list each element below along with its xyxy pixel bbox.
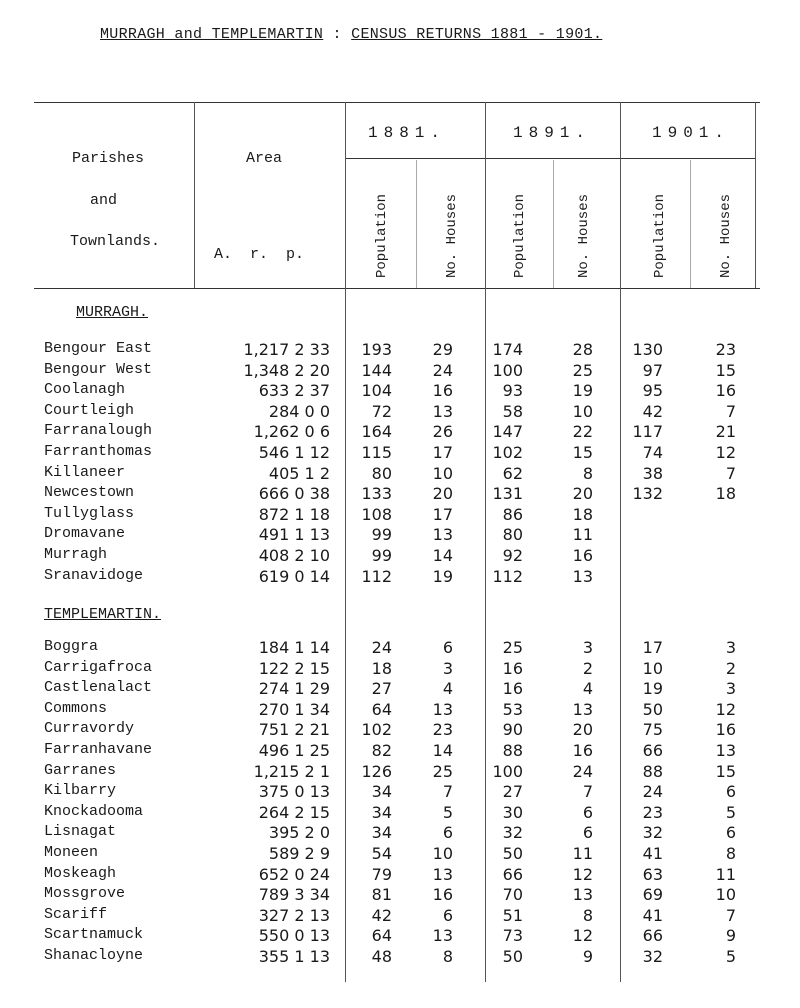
population-1881: 82 xyxy=(371,741,392,760)
area-value: 375 0 13 xyxy=(258,782,330,802)
houses-1881: 16 xyxy=(432,885,453,905)
population-1881: 133 xyxy=(361,484,392,504)
houses-1891: 25 xyxy=(572,360,593,380)
houses-1881: 23 xyxy=(432,720,453,740)
houses-1881: 10 xyxy=(432,844,453,863)
population-1881: 193 xyxy=(361,340,392,359)
houses-1901: 12 xyxy=(715,443,736,462)
area-value: 491 1 13 xyxy=(258,525,330,545)
title-separator: : xyxy=(323,26,352,43)
population-1881: 99 xyxy=(371,546,392,565)
population-1891: 51 xyxy=(502,905,523,925)
population-1881: 34 xyxy=(371,782,392,802)
houses-1901: 10 xyxy=(715,885,736,905)
population-1901: 75 xyxy=(642,720,663,740)
population-1901: 17 xyxy=(642,638,663,657)
houses-1881: 19 xyxy=(432,566,453,586)
houses-1901: 9 xyxy=(725,926,736,946)
population-1891: 93 xyxy=(502,381,523,401)
table-row xyxy=(0,679,800,699)
townland-name: Moneen xyxy=(44,844,99,861)
table-row xyxy=(0,926,800,946)
area-value: 751 2 21 xyxy=(258,720,330,740)
area-value: 666 0 38 xyxy=(258,484,330,504)
houses-1881: 13 xyxy=(432,401,453,421)
table-top-rule xyxy=(34,102,760,103)
townland-name: Mossgrove xyxy=(44,885,126,903)
table-row xyxy=(0,422,800,442)
population-1881: 34 xyxy=(371,802,392,822)
population-1891: 131 xyxy=(492,484,523,504)
area-value: 546 1 12 xyxy=(258,443,330,462)
townland-name: Knockadooma xyxy=(44,802,144,820)
area-value: 1,217 2 33 xyxy=(243,340,330,359)
population-1901: 23 xyxy=(642,802,663,822)
population-1891: 66 xyxy=(502,864,523,884)
townland-name: Castlenalact xyxy=(44,679,153,697)
townland-name: Boggra xyxy=(44,638,99,655)
population-1901: 66 xyxy=(642,926,663,946)
houses-1881: 14 xyxy=(432,546,453,565)
houses-1891: 2 xyxy=(582,658,593,678)
townland-name: Garranes xyxy=(44,761,117,779)
population-1881: 81 xyxy=(371,885,392,905)
population-1891: 102 xyxy=(492,443,523,462)
population-1901: 50 xyxy=(642,699,663,719)
population-1891: 62 xyxy=(502,463,523,483)
houses-1881: 29 xyxy=(432,340,453,359)
population-1901: 66 xyxy=(642,741,663,760)
table-row xyxy=(0,361,800,381)
houses-1881: 4 xyxy=(442,679,453,699)
houses-1891: 28 xyxy=(572,340,593,359)
houses-1891: 16 xyxy=(572,546,593,565)
population-1891: 16 xyxy=(502,658,523,678)
table-row xyxy=(0,823,800,843)
header-bottom-rule xyxy=(34,288,760,289)
population-1881: 112 xyxy=(361,566,392,586)
houses-1891: 22 xyxy=(572,422,593,442)
population-1881: 79 xyxy=(371,864,392,884)
houses-1901: 3 xyxy=(725,679,736,699)
population-1891: 92 xyxy=(502,546,523,565)
houses-1891: 11 xyxy=(572,525,593,545)
table-row xyxy=(0,659,800,679)
houses-1881: 6 xyxy=(442,823,453,843)
townland-name: Newcestown xyxy=(44,484,135,502)
area-value: 122 2 15 xyxy=(258,658,330,678)
houses-1901: 7 xyxy=(725,463,736,483)
area-value: 550 0 13 xyxy=(258,926,330,946)
townland-name: Coolanagh xyxy=(44,381,126,399)
houses-1901: 13 xyxy=(715,741,736,760)
townland-name: Bengour East xyxy=(44,340,153,357)
population-1891: 112 xyxy=(492,566,523,586)
houses-1891: 4 xyxy=(582,679,593,699)
table-row xyxy=(0,947,800,967)
population-1891: 86 xyxy=(502,504,523,524)
population-1901: 24 xyxy=(642,782,663,802)
houses-1881: 24 xyxy=(432,360,453,380)
table-row xyxy=(0,402,800,422)
houses-1891: 13 xyxy=(572,566,593,586)
table-row xyxy=(0,803,800,823)
table-row xyxy=(0,484,800,504)
area-value: 395 2 0 xyxy=(268,823,330,843)
population-1891: 100 xyxy=(492,761,523,781)
houses-1891: 8 xyxy=(582,463,593,483)
houses-1901: 15 xyxy=(715,360,736,380)
houses-1881: 16 xyxy=(432,381,453,401)
area-value: 1,262 0 6 xyxy=(253,422,330,442)
houses-1901: 18 xyxy=(715,484,736,504)
table-row xyxy=(0,525,800,545)
population-1891: 50 xyxy=(502,844,523,863)
houses-1901: 8 xyxy=(725,844,736,863)
header-1891-houses: No. Houses xyxy=(576,193,592,278)
houses-1881: 17 xyxy=(432,504,453,524)
population-1901: 88 xyxy=(642,761,663,781)
townland-name: Farranhavane xyxy=(44,741,153,758)
houses-1891: 15 xyxy=(572,443,593,462)
population-1901: 42 xyxy=(642,401,663,421)
population-1891: 80 xyxy=(502,525,523,545)
population-1891: 90 xyxy=(502,720,523,740)
table-row xyxy=(0,700,800,720)
area-value: 619 0 14 xyxy=(258,566,330,586)
table-row xyxy=(0,340,800,360)
header-year-1881: 1881. xyxy=(368,124,447,142)
houses-1901: 12 xyxy=(715,699,736,719)
table-row xyxy=(0,546,800,566)
houses-1901: 7 xyxy=(725,401,736,421)
houses-1901: 5 xyxy=(725,947,736,966)
header-area-units: A. r. p. xyxy=(214,246,305,263)
population-1901: 74 xyxy=(642,443,663,462)
population-1881: 24 xyxy=(371,638,392,657)
population-1901: 32 xyxy=(642,823,663,843)
houses-1901: 16 xyxy=(715,720,736,740)
townland-name: Murragh xyxy=(44,546,108,563)
townland-name: Moskeagh xyxy=(44,864,117,882)
houses-1901: 6 xyxy=(725,782,736,802)
table-row xyxy=(0,865,800,885)
population-1881: 164 xyxy=(361,422,392,442)
area-value: 633 2 37 xyxy=(258,381,330,401)
area-value: 789 3 34 xyxy=(258,885,330,905)
houses-1881: 3 xyxy=(442,658,453,678)
col-divider-1891-pop xyxy=(553,160,554,288)
table-row xyxy=(0,906,800,926)
population-1881: 72 xyxy=(371,401,392,421)
houses-1891: 11 xyxy=(572,844,593,863)
table-row xyxy=(0,464,800,484)
area-value: 184 1 14 xyxy=(258,638,330,657)
townland-name: Courtleigh xyxy=(44,401,135,419)
houses-1891: 20 xyxy=(572,720,593,740)
table-row xyxy=(0,762,800,782)
houses-1901: 23 xyxy=(715,340,736,359)
area-value: 496 1 25 xyxy=(258,741,330,760)
area-value: 1,215 2 1 xyxy=(253,761,330,781)
population-1891: 50 xyxy=(502,947,523,966)
col-divider-1881-pop xyxy=(416,160,417,288)
houses-1881: 25 xyxy=(432,761,453,781)
col-divider-names xyxy=(194,102,195,288)
houses-1891: 9 xyxy=(582,947,593,966)
townland-name: Tullyglass xyxy=(44,504,135,522)
population-1881: 104 xyxy=(361,381,392,401)
header-year-1891: 1891. xyxy=(513,124,592,142)
title-census: CENSUS RETURNS 1881 - 1901. xyxy=(351,26,603,43)
houses-1891: 6 xyxy=(582,802,593,822)
houses-1901: 15 xyxy=(715,761,736,781)
houses-1901: 5 xyxy=(725,802,736,822)
area-value: 264 2 15 xyxy=(258,802,330,822)
population-1901: 10 xyxy=(642,658,663,678)
population-1901: 69 xyxy=(642,885,663,905)
population-1881: 34 xyxy=(371,823,392,843)
houses-1891: 16 xyxy=(572,741,593,760)
population-1891: 32 xyxy=(502,823,523,843)
section-heading-templemartin: TEMPLEMARTIN. xyxy=(44,606,162,623)
area-value: 652 0 24 xyxy=(258,864,330,884)
table-row xyxy=(0,443,800,463)
townland-name: Kilbarry xyxy=(44,782,117,800)
houses-1881: 20 xyxy=(432,484,453,504)
area-value: 1,348 2 20 xyxy=(243,360,330,380)
page-title xyxy=(100,26,602,43)
population-1901: 32 xyxy=(642,947,663,966)
houses-1881: 13 xyxy=(432,699,453,719)
houses-1901: 6 xyxy=(725,823,736,843)
houses-1881: 7 xyxy=(442,782,453,802)
townland-name: Scartnamuck xyxy=(44,926,144,944)
population-1891: 88 xyxy=(502,741,523,760)
population-1881: 144 xyxy=(361,360,392,380)
population-1901: 63 xyxy=(642,864,663,884)
year-underline xyxy=(345,158,755,159)
population-1891: 30 xyxy=(502,802,523,822)
houses-1891: 12 xyxy=(572,864,593,884)
houses-1901: 21 xyxy=(715,422,736,442)
area-value: 327 2 13 xyxy=(258,905,330,925)
population-1901: 130 xyxy=(632,340,663,359)
houses-1891: 13 xyxy=(572,699,593,719)
col-divider-right xyxy=(755,102,756,288)
header-1891-population: Population xyxy=(512,193,528,278)
townland-name: Farranthomas xyxy=(44,443,153,460)
townland-name: Shanacloyne xyxy=(44,947,144,964)
population-1901: 97 xyxy=(642,360,663,380)
header-1901-population: Population xyxy=(652,193,668,278)
table-row xyxy=(0,505,800,525)
townland-name: Curravordy xyxy=(44,720,135,738)
houses-1891: 10 xyxy=(572,401,593,421)
townland-name: Bengour West xyxy=(44,360,153,378)
population-1881: 27 xyxy=(371,679,392,699)
area-value: 872 1 18 xyxy=(258,504,330,524)
population-1891: 58 xyxy=(502,401,523,421)
houses-1891: 8 xyxy=(582,905,593,925)
col-divider-1901-pop xyxy=(690,160,691,288)
houses-1901: 11 xyxy=(715,864,736,884)
houses-1881: 5 xyxy=(442,802,453,822)
townland-name: Commons xyxy=(44,699,108,717)
houses-1891: 19 xyxy=(572,381,593,401)
houses-1881: 6 xyxy=(442,638,453,657)
population-1891: 174 xyxy=(492,340,523,359)
houses-1881: 14 xyxy=(432,741,453,760)
population-1901: 38 xyxy=(642,463,663,483)
houses-1891: 6 xyxy=(582,823,593,843)
area-value: 274 1 29 xyxy=(258,679,330,699)
population-1891: 70 xyxy=(502,885,523,905)
houses-1891: 7 xyxy=(582,782,593,802)
population-1891: 53 xyxy=(502,699,523,719)
population-1881: 80 xyxy=(371,463,392,483)
population-1901: 41 xyxy=(642,905,663,925)
houses-1881: 26 xyxy=(432,422,453,442)
population-1891: 27 xyxy=(502,782,523,802)
houses-1881: 13 xyxy=(432,525,453,545)
area-value: 284 0 0 xyxy=(268,401,330,421)
table-row xyxy=(0,885,800,905)
townland-name: Carrigafroca xyxy=(44,658,153,676)
houses-1891: 13 xyxy=(572,885,593,905)
section-heading-murragh: MURRAGH. xyxy=(76,304,149,321)
houses-1881: 6 xyxy=(442,905,453,925)
houses-1901: 2 xyxy=(725,658,736,678)
houses-1891: 18 xyxy=(572,504,593,524)
header-1901-houses: No. Houses xyxy=(718,193,734,278)
houses-1891: 12 xyxy=(572,926,593,946)
houses-1881: 8 xyxy=(442,947,453,966)
population-1891: 16 xyxy=(502,679,523,699)
table-row xyxy=(0,782,800,802)
header-1881-population: Population xyxy=(374,193,390,278)
houses-1901: 7 xyxy=(725,905,736,925)
townland-name: Farranalough xyxy=(44,422,153,440)
table-row xyxy=(0,381,800,401)
population-1891: 147 xyxy=(492,422,523,442)
population-1891: 73 xyxy=(502,926,523,946)
houses-1891: 24 xyxy=(572,761,593,781)
header-townlands: Townlands. xyxy=(70,233,161,250)
population-1881: 102 xyxy=(361,720,392,740)
table-row xyxy=(0,741,800,761)
area-value: 270 1 34 xyxy=(258,699,330,719)
population-1881: 54 xyxy=(371,844,392,863)
population-1881: 64 xyxy=(371,926,392,946)
townland-name: Lisnagat xyxy=(44,823,117,841)
area-value: 355 1 13 xyxy=(258,947,330,966)
population-1901: 132 xyxy=(632,484,663,504)
header-area: Area xyxy=(246,150,283,167)
population-1901: 117 xyxy=(632,422,663,442)
townland-name: Dromavane xyxy=(44,525,126,543)
population-1901: 95 xyxy=(642,381,663,401)
header-and: and xyxy=(90,192,118,209)
header-year-1901: 1901. xyxy=(652,124,731,142)
population-1881: 48 xyxy=(371,947,392,966)
table-row xyxy=(0,844,800,864)
title-parishes: MURRAGH and TEMPLEMARTIN xyxy=(100,26,324,43)
population-1881: 126 xyxy=(361,761,392,781)
houses-1881: 17 xyxy=(432,443,453,462)
houses-1881: 10 xyxy=(432,463,453,483)
population-1881: 108 xyxy=(361,504,392,524)
table-row xyxy=(0,567,800,587)
population-1881: 18 xyxy=(371,658,392,678)
houses-1881: 13 xyxy=(432,926,453,946)
population-1881: 99 xyxy=(371,525,392,545)
houses-1891: 20 xyxy=(572,484,593,504)
townland-name: Scariff xyxy=(44,905,108,923)
area-value: 405 1 2 xyxy=(268,463,330,483)
header-1881-houses: No. Houses xyxy=(444,193,460,278)
population-1881: 64 xyxy=(371,699,392,719)
population-1891: 100 xyxy=(492,360,523,380)
area-value: 589 2 9 xyxy=(268,844,330,863)
houses-1891: 3 xyxy=(582,638,593,657)
population-1901: 41 xyxy=(642,844,663,863)
population-1891: 25 xyxy=(502,638,523,657)
table-row xyxy=(0,720,800,740)
area-value: 408 2 10 xyxy=(258,546,330,565)
population-1881: 42 xyxy=(371,905,392,925)
houses-1901: 3 xyxy=(725,638,736,657)
population-1901: 19 xyxy=(642,679,663,699)
houses-1881: 13 xyxy=(432,864,453,884)
townland-name: Sranavidoge xyxy=(44,566,144,584)
header-parishes: Parishes xyxy=(72,150,145,167)
population-1881: 115 xyxy=(361,443,392,462)
table-row xyxy=(0,638,800,658)
houses-1901: 16 xyxy=(715,381,736,401)
townland-name: Killaneer xyxy=(44,463,126,481)
